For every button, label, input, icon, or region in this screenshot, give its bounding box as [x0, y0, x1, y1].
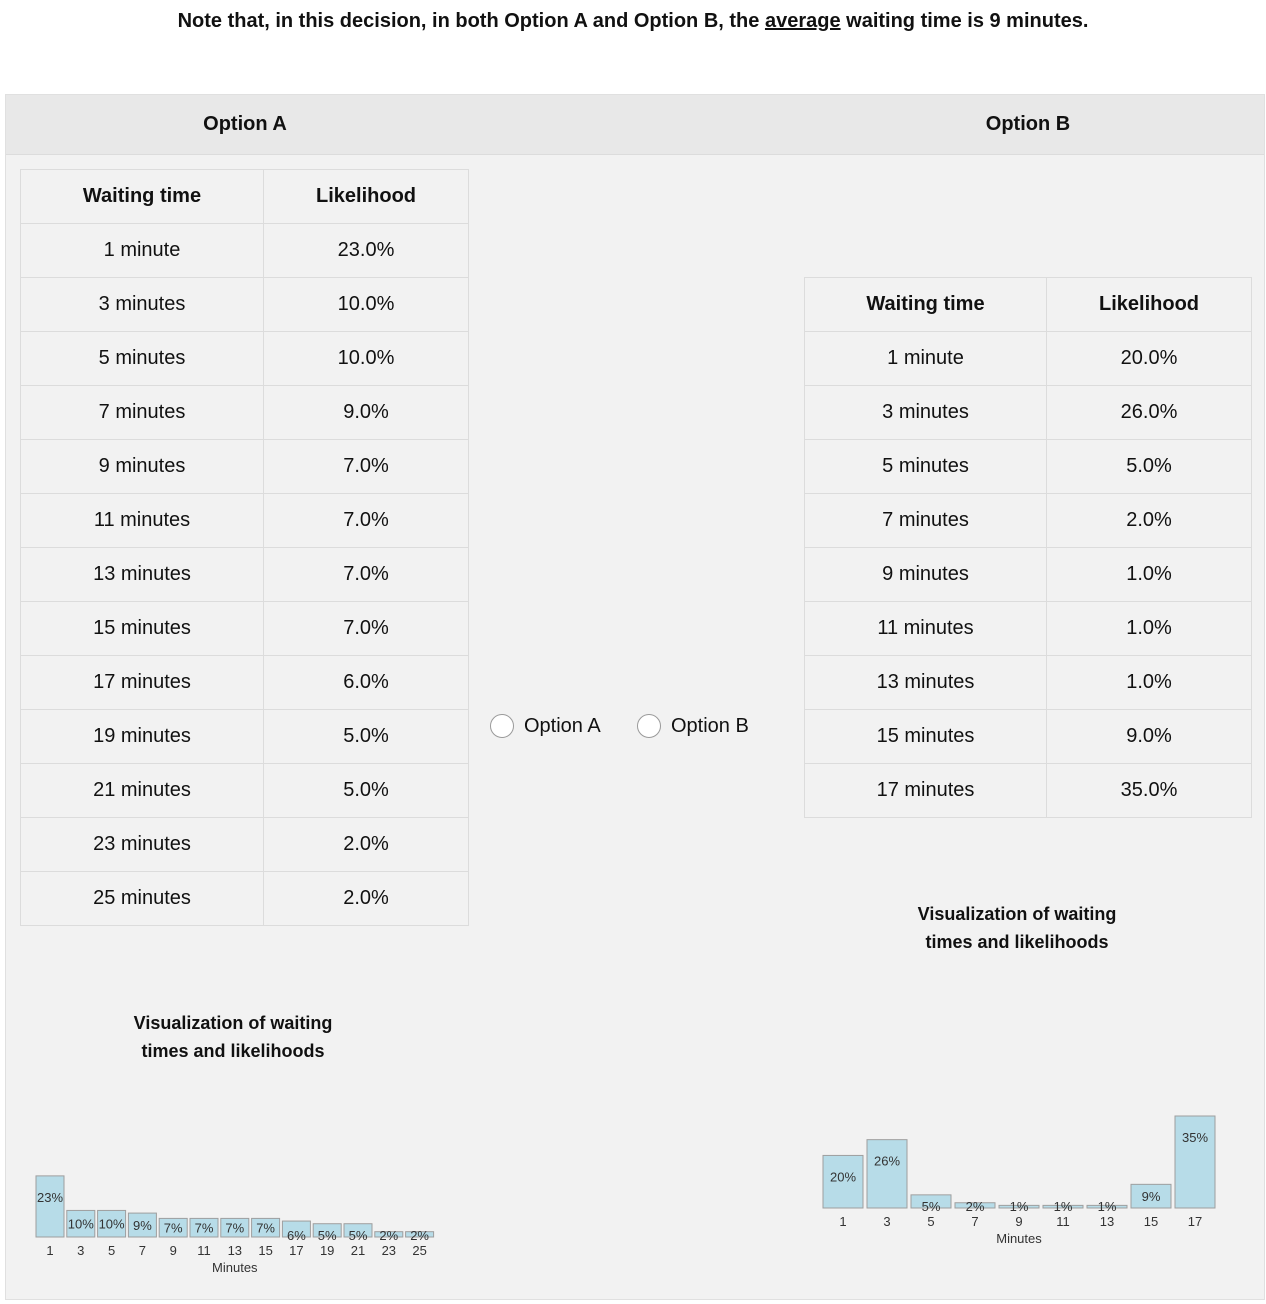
table-row — [805, 764, 1252, 818]
table-row — [21, 818, 469, 872]
table-row — [805, 548, 1252, 602]
tick-label: 1 — [839, 1214, 847, 1229]
data-label: 10% — [67, 1216, 94, 1232]
data-label: 7% — [194, 1220, 214, 1236]
likelihood-cell: 9.0% — [264, 386, 469, 440]
tick-label: 5 — [927, 1214, 935, 1229]
tick-label: 17 — [289, 1243, 304, 1258]
waiting-time-cell: 15 minutes — [21, 602, 264, 656]
viz-title-a-line2: times and likelihoods — [141, 1041, 325, 1061]
likelihood-cell: 26.0% — [1047, 386, 1252, 440]
data-label: 1% — [1009, 1199, 1029, 1214]
tick-label: 7 — [971, 1214, 979, 1229]
waiting-time-cell: 17 minutes — [21, 656, 264, 710]
option-b-header: Option B — [985, 113, 1071, 135]
table-row — [21, 278, 469, 332]
table-row — [21, 872, 469, 926]
likelihood-cell: 1.0% — [1047, 602, 1252, 656]
likelihood-cell: 10.0% — [264, 332, 469, 386]
tick-label: 19 — [319, 1243, 335, 1258]
likelihood-cell: 7.0% — [264, 494, 469, 548]
table-row — [21, 494, 469, 548]
likelihood-cell: 7.0% — [264, 602, 469, 656]
option-a-radio[interactable] — [490, 714, 601, 738]
data-label: 5% — [348, 1228, 368, 1243]
table-header-row — [21, 170, 469, 224]
likelihood-cell: 2.0% — [1047, 494, 1252, 548]
tick-label: 5 — [107, 1243, 116, 1258]
viz-title-b-line1: Visualization of waiting — [917, 904, 1117, 924]
waiting-time-cell: 9 minutes — [805, 548, 1047, 602]
table-row — [21, 656, 469, 710]
viz-title-b — [887, 900, 1147, 956]
table-row — [805, 386, 1252, 440]
table-row — [21, 602, 469, 656]
tick-label: 11 — [1056, 1214, 1070, 1229]
viz-title-a — [103, 1009, 363, 1065]
data-label: 9% — [1141, 1189, 1161, 1205]
waiting-time-cell: 15 minutes — [805, 710, 1047, 764]
waiting-time-cell: 21 minutes — [21, 764, 264, 818]
tick-label: 1 — [46, 1243, 54, 1258]
option-a-table — [20, 169, 469, 926]
data-label: 9% — [133, 1218, 152, 1234]
viz-title-a-line1: Visualization of waiting — [133, 1013, 333, 1033]
data-label: 23% — [36, 1189, 64, 1205]
waiting-time-cell: 1 minute — [21, 224, 264, 278]
likelihood-cell: 20.0% — [1047, 332, 1252, 386]
table-row — [21, 548, 469, 602]
likelihood-cell: 23.0% — [264, 224, 469, 278]
note-prefix: Note that, in this decision, in both Option A and Option B, the — [177, 10, 765, 32]
tick-label: 3 — [77, 1243, 85, 1258]
tick-label: 9 — [169, 1243, 177, 1258]
likelihood-cell: 2.0% — [264, 818, 469, 872]
option-b-table — [804, 277, 1252, 818]
likelihood-cell: 6.0% — [264, 656, 469, 710]
col-likelihood: Likelihood — [264, 170, 469, 224]
likelihood-cell: 35.0% — [1047, 764, 1252, 818]
col-waiting-time: Waiting time — [805, 278, 1047, 332]
tick-label: 15 — [1143, 1214, 1159, 1229]
waiting-time-cell: 5 minutes — [805, 440, 1047, 494]
data-label: 1% — [1097, 1199, 1117, 1214]
table-row — [805, 710, 1252, 764]
waiting-time-cell: 3 minutes — [805, 386, 1047, 440]
table-row — [805, 332, 1252, 386]
data-label: 2% — [965, 1199, 985, 1214]
tick-label: 25 — [412, 1243, 427, 1258]
likelihood-cell: 5.0% — [1047, 440, 1252, 494]
waiting-time-cell: 3 minutes — [21, 278, 264, 332]
data-label: 7% — [256, 1220, 275, 1236]
tick-label: 9 — [1015, 1214, 1023, 1229]
table-row — [21, 332, 469, 386]
waiting-time-cell: 23 minutes — [21, 818, 264, 872]
col-likelihood: Likelihood — [1047, 278, 1252, 332]
tick-label: 13 — [227, 1243, 243, 1258]
table-row — [21, 440, 469, 494]
likelihood-cell: 9.0% — [1047, 710, 1252, 764]
waiting-time-cell: 5 minutes — [21, 332, 264, 386]
waiting-time-cell: 19 minutes — [21, 710, 264, 764]
table-row — [805, 602, 1252, 656]
average-note — [0, 10, 1266, 33]
note-emphasis: average — [764, 10, 841, 32]
data-label: 20% — [829, 1169, 857, 1185]
likelihood-cell: 7.0% — [264, 440, 469, 494]
options-header — [6, 95, 1264, 155]
table-row — [21, 386, 469, 440]
waiting-time-cell: 13 minutes — [21, 548, 264, 602]
table-row — [21, 224, 469, 278]
likelihood-cell: 10.0% — [264, 278, 469, 332]
tick-label: 21 — [350, 1243, 366, 1258]
waiting-time-cell: 17 minutes — [805, 764, 1047, 818]
likelihood-cell: 2.0% — [264, 872, 469, 926]
table-row — [805, 440, 1252, 494]
data-label: 35% — [1181, 1130, 1209, 1145]
data-label: 2% — [379, 1228, 399, 1243]
tick-label: 13 — [1099, 1214, 1115, 1229]
option-a-radio-label[interactable]: Option A — [524, 714, 601, 737]
note-suffix: waiting time is 9 minutes. — [840, 10, 1089, 32]
tick-label: 3 — [883, 1214, 891, 1229]
waiting-time-cell: 7 minutes — [805, 494, 1047, 548]
tick-label: 15 — [258, 1243, 273, 1258]
likelihood-cell: 5.0% — [264, 710, 469, 764]
option-b-radio-circle[interactable] — [637, 714, 661, 738]
tick-label: 11 — [197, 1243, 211, 1258]
col-waiting-time: Waiting time — [21, 170, 264, 224]
likelihood-cell: 7.0% — [264, 548, 469, 602]
tick-label: 7 — [138, 1243, 147, 1258]
option-b-radio-label[interactable]: Option B — [671, 714, 749, 737]
likelihood-cell: 1.0% — [1047, 656, 1252, 710]
x-axis-label: Minutes — [996, 1231, 1042, 1246]
waiting-time-cell: 9 minutes — [21, 440, 264, 494]
tick-label: 23 — [381, 1243, 397, 1258]
data-label: 7% — [225, 1220, 245, 1236]
bar — [36, 1176, 64, 1237]
waiting-time-cell: 11 minutes — [805, 602, 1047, 656]
x-axis-label: Minutes — [212, 1260, 258, 1275]
option-b-radio[interactable] — [637, 714, 749, 738]
tick-label: 17 — [1187, 1214, 1203, 1229]
table-row — [805, 494, 1252, 548]
waiting-time-cell: 7 minutes — [21, 386, 264, 440]
likelihood-cell: 5.0% — [264, 764, 469, 818]
data-label: 5% — [921, 1199, 941, 1214]
option-b-bar-chart — [818, 1015, 1228, 1246]
bar — [867, 1140, 907, 1208]
option-a-radio-circle[interactable] — [490, 714, 514, 738]
viz-title-b-line2: times and likelihoods — [925, 932, 1109, 952]
table-row — [21, 764, 469, 818]
decision-panel — [5, 94, 1265, 1300]
data-label: 2% — [410, 1228, 429, 1243]
data-label: 26% — [873, 1153, 901, 1169]
table-row — [21, 710, 469, 764]
waiting-time-cell: 1 minute — [805, 332, 1047, 386]
data-label: 10% — [98, 1216, 125, 1232]
waiting-time-cell: 25 minutes — [21, 872, 264, 926]
table-header-row — [805, 278, 1252, 332]
likelihood-cell: 1.0% — [1047, 548, 1252, 602]
waiting-time-cell: 11 minutes — [21, 494, 264, 548]
data-label: 1% — [1053, 1199, 1073, 1214]
data-label: 6% — [287, 1228, 306, 1243]
option-a-bar-chart — [31, 1155, 441, 1280]
waiting-time-cell: 13 minutes — [805, 656, 1047, 710]
table-row — [805, 656, 1252, 710]
data-label: 7% — [163, 1220, 183, 1236]
data-label: 5% — [317, 1228, 337, 1243]
option-a-header: Option A — [203, 113, 287, 135]
